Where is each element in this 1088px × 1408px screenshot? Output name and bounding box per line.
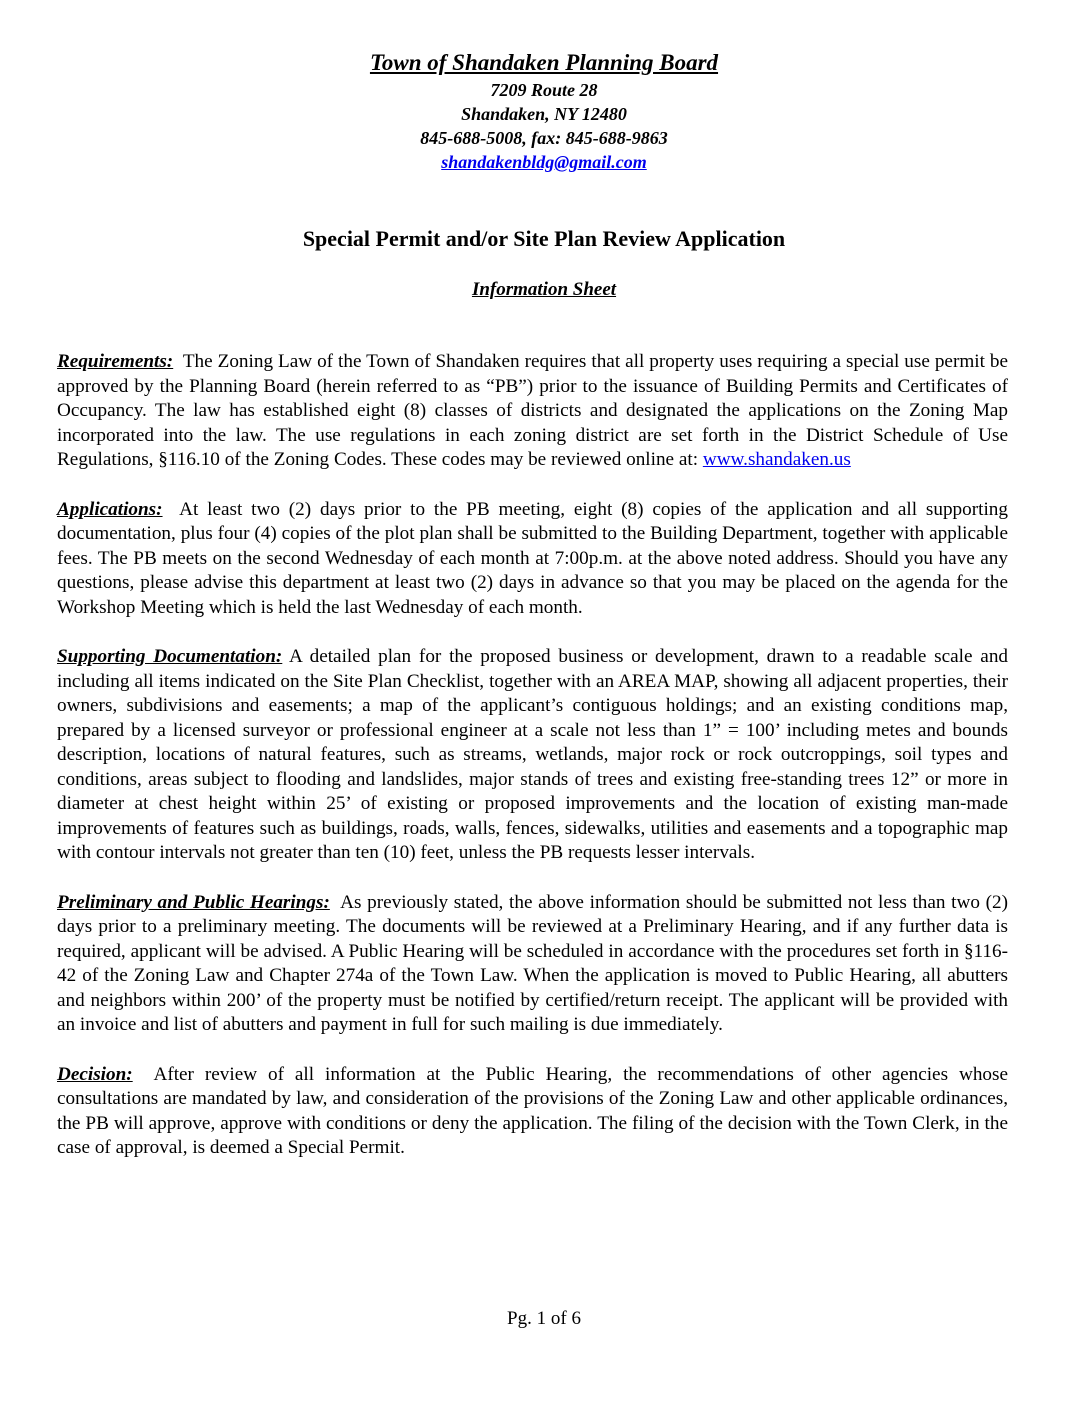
requirements-paragraph — [57, 350, 1008, 473]
applications-text: At least two (2) days prior to the PB meeting, eight (8) copies of the application and all supporting documentation, plus four (4) copies of the plot plan shall be submitted to the Building Department, together with applicable fees. The PB meets on the second Wednesday of each month at 7:00p.m. at the above noted address. Should you have any questions, please advise this department at least two (2) days in advance so that you may be placed on the agenda for the Workshop Meeting which is held the last Wednesday of each month. — [57, 498, 1008, 618]
page-number: Pg. 1 of 6 — [507, 1308, 581, 1329]
website-link[interactable]: www.shandaken.us — [702, 449, 851, 470]
supporting-documentation-paragraph — [57, 645, 1008, 866]
hearings-text: As previously stated, the above information should be submitted not less than two (2) days prior to a preliminary meeting. The documents will be reviewed at a Preliminary Hearing, and if any further data is required, applicant will be advised. A Public Hearing will be scheduled in accordance with the procedures set forth in §116-42 of the Zoning Law and Chapter 274a of the Town Law. When the application is moved to Public Hearing, all abutters and neighbors within 200’ of the property must be notified by certified/return receipt. The applicant will be provided with an invoice and list of abutters and payment in full for such mailing is due immediately. — [57, 891, 1008, 1035]
city-line: Shandaken, NY 12480 — [461, 104, 627, 124]
applications-heading: Applications: — [57, 498, 163, 520]
email-link[interactable]: shandakenbldg@gmail.com — [441, 152, 647, 172]
supporting-documentation-heading: Supporting Documentation: — [57, 646, 283, 667]
document-title: Special Permit and/or Site Plan Review Application — [302, 226, 786, 251]
hearings-paragraph — [57, 891, 1008, 1038]
supporting-documentation-text: A detailed plan for the proposed business or development, drawn to a readable scale and including all items indicated on the Site Plan Checklist, together with an AREA MAP, showing all adjacent properties, their owners, subdivisions and easements; a map of the applicant’s contiguous holdings; and an existing conditions map, prepared by a licensed surveyor or professional engineer at a scale not less than 1” = 100’ including metes and bounds description, locations of natural features, such as streams, wetlands, major rock or rock outcroppings, soil types and conditions, areas subject to flooding and landslides, major stands of trees and existing free-standing trees 12” or more in diameter at chest height within 25’ of existing or proposed improvements and the location of existing man-made improvements of features such as buildings, roads, walls, fences, sidewalks, utilities and easements and a topographic map with contour intervals not greater than ten (10) feet, unless the PB requests lesser intervals. — [57, 646, 1009, 863]
document-subtitle: Information Sheet — [471, 279, 617, 300]
decision-heading: Decision: — [57, 1063, 133, 1085]
letterhead — [0, 48, 1088, 174]
decision-text: After review of all information at the Public Hearing, the recommendations of other agencies whose consultations are mandated by law, and consideration of the provisions of the Zoning Law and other applicable ordinances, the PB will approve, approve with conditions or deny the application. The filing of the decision with the Town Clerk, in the case of approval, is deemed a Special Permit. — [57, 1063, 1008, 1158]
organization-name: Town of Shandaken Planning Board — [369, 50, 719, 75]
requirements-heading: Requirements: — [57, 351, 174, 372]
decision-paragraph — [57, 1063, 1008, 1161]
requirements-text: The Zoning Law of the Town of Shandaken requires that all property uses requiring a special use permit be approved by the Planning Board (herein referred to as “PB”) prior to the issuance of Building Permits and Certificates of Occupancy. The law has established eight (8) classes of districts and designated the applications on the Zoning Map incorporated into the law. The use regulations in each zoning district are set forth in the District Schedule of Use Regulations, §116.10 of the Zoning Codes. These codes may be reviewed online at: — [57, 351, 1009, 470]
hearings-heading: Preliminary and Public Hearings: — [57, 891, 330, 913]
phone-fax-line: 845-688-5008, fax: 845-688-9863 — [420, 128, 668, 148]
document-body — [57, 350, 1008, 1186]
address-line: 7209 Route 28 — [490, 80, 598, 100]
applications-paragraph — [57, 498, 1008, 621]
